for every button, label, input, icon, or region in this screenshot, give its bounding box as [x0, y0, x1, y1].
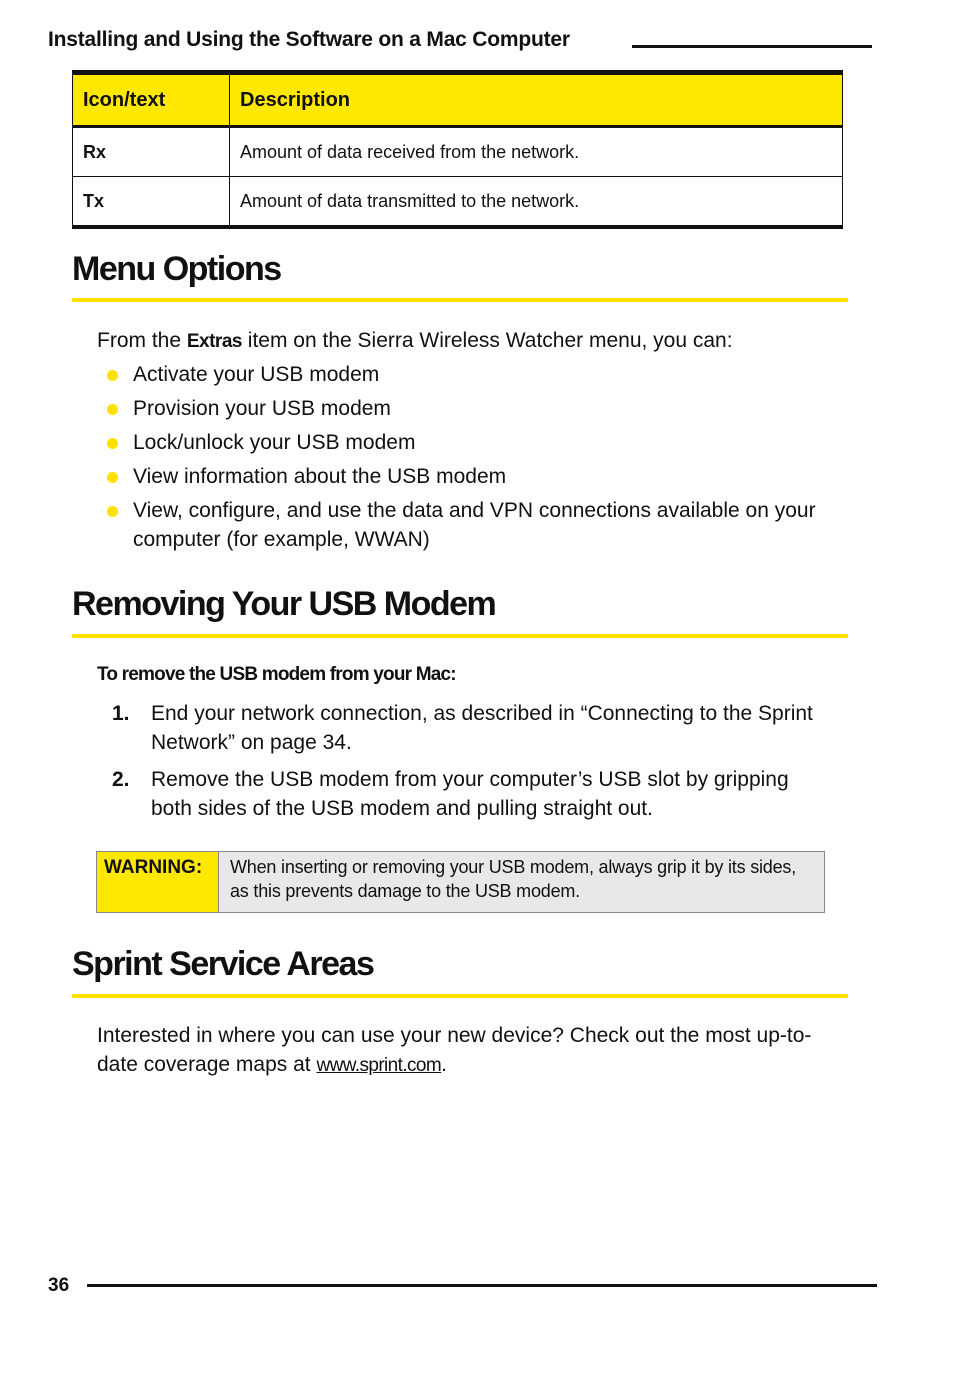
service-areas-text: Interested in where you can use your new device? Check out the most up-to-date coverage maps at	[97, 1024, 812, 1076]
list-item-text: View information about the USB modem	[133, 465, 507, 488]
extras-menu-label: Extras	[186, 331, 242, 352]
header-rule	[632, 45, 872, 48]
list-item-text: Lock/unlock your USB modem	[133, 431, 416, 454]
removal-steps-list	[112, 699, 832, 831]
step-text: Remove the USB modem from your computer’s USB slot by gripping both sides of the USB modem and pulling straight out.	[151, 768, 789, 820]
bullet-icon	[107, 472, 118, 483]
running-header-title: Installing and Using the Software on a Mac Computer	[48, 28, 570, 51]
warning-text: When inserting or removing your USB modem, always grip it by its sides, as this prevents damage to the USB modem.	[219, 852, 824, 912]
bullet-icon	[107, 404, 118, 415]
step-number: 1.	[112, 702, 130, 725]
step-item	[112, 765, 832, 823]
table-cell-description: Amount of data transmitted to the network.	[230, 177, 843, 228]
list-item	[97, 394, 857, 423]
heading-sprint-service-areas: Sprint Service Areas	[72, 945, 374, 983]
column-header-icon: Icon/text	[73, 73, 230, 127]
list-item	[97, 496, 857, 554]
step-text: End your network connection, as described in “Connecting to the Sprint Network” on page 34.	[151, 702, 813, 754]
service-areas-paragraph	[97, 1021, 837, 1080]
heading-underline	[72, 994, 848, 998]
procedure-title: To remove the USB modem from your Mac:	[97, 664, 456, 685]
heading-menu-options: Menu Options	[72, 250, 281, 288]
sprint-website-link[interactable]: www.sprint.com	[316, 1055, 442, 1076]
service-areas-text-end: .	[441, 1053, 447, 1076]
step-number: 2.	[112, 768, 130, 791]
list-item	[97, 360, 857, 389]
heading-removing-usb-modem: Removing Your USB Modem	[72, 585, 496, 623]
bullet-icon	[107, 506, 118, 517]
footer-rule	[87, 1284, 877, 1287]
table-cell-description: Amount of data received from the network.	[230, 127, 843, 177]
bullet-icon	[107, 370, 118, 381]
bullet-icon	[107, 438, 118, 449]
page-number: 36	[48, 1275, 70, 1296]
icon-description-table	[72, 70, 843, 229]
table-row	[73, 177, 843, 228]
warning-callout	[96, 851, 825, 913]
table-row	[73, 127, 843, 177]
intro-text-end: item on the Sierra Wireless Watcher menu, you can:	[241, 329, 733, 352]
list-item-text: Provision your USB modem	[133, 397, 391, 420]
warning-label: WARNING:	[97, 852, 219, 912]
heading-underline	[72, 298, 848, 302]
list-item	[97, 428, 857, 457]
table-header-row	[73, 73, 843, 127]
list-item-text: Activate your USB modem	[133, 363, 380, 386]
list-item-text: View, configure, and use the data and VPN connections available on your computer (for example, WWAN)	[133, 499, 816, 551]
menu-options-intro	[97, 326, 733, 356]
list-item	[97, 462, 857, 491]
intro-text-start: From the	[97, 329, 187, 352]
menu-options-list	[97, 360, 857, 559]
column-header-description: Description	[230, 73, 843, 127]
heading-underline	[72, 634, 848, 638]
table-cell-icon: Rx	[73, 127, 230, 177]
table-cell-icon: Tx	[73, 177, 230, 228]
step-item	[112, 699, 832, 757]
